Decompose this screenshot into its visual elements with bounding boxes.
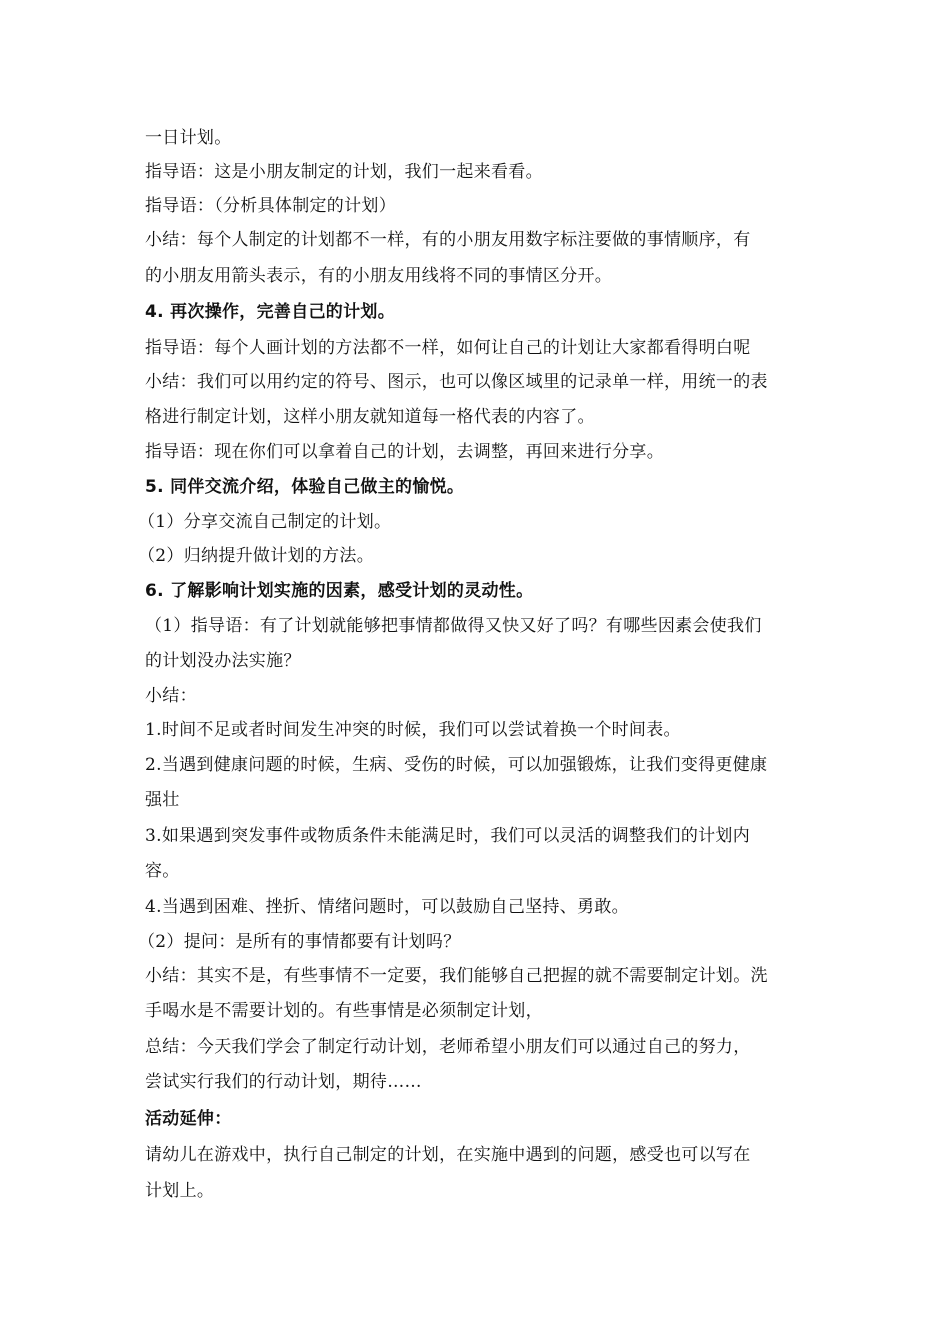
text-line: 尝试实行我们的行动计划，期待…… bbox=[145, 1072, 422, 1092]
text-line: 计划上。 bbox=[145, 1181, 215, 1201]
text-line: 指导语：这是小朋友制定的计划，我们一起来看看。 bbox=[145, 162, 543, 182]
text-line: 请幼儿在游戏中，执行自己制定的计划，在实施中遇到的问题，感受也可以写在 bbox=[145, 1145, 751, 1165]
text-line: 指导语：（分析具体制定的计划） bbox=[145, 196, 396, 216]
text-line: 格进行制定计划，这样小朋友就知道每一格代表的内容了。 bbox=[145, 407, 595, 427]
text-line: 3.如果遇到突发事件或物质条件未能满足时，我们可以灵活的调整我们的计划内 bbox=[145, 826, 751, 846]
section-heading-6: 6. 了解影响计划实施的因素，感受计划的灵动性。 bbox=[145, 581, 534, 601]
text-line: （1）指导语：有了计划就能够把事情都做得又快又好了吗？有哪些因素会使我们 bbox=[145, 616, 762, 636]
text-line: 小结：每个人制定的计划都不一样，有的小朋友用数字标注要做的事情顺序，有 bbox=[145, 230, 751, 250]
text-line: 的小朋友用箭头表示，有的小朋友用线将不同的事情区分开。 bbox=[145, 266, 613, 286]
section-heading-extension: 活动延伸： bbox=[145, 1109, 232, 1129]
text-line: 指导语：每个人画计划的方法都不一样，如何让自己的计划让大家都看得明白呢 bbox=[145, 338, 751, 358]
text-line: 2.当遇到健康问题的时候，生病、受伤的时候，可以加强锻炼，让我们变得更健康 bbox=[145, 755, 768, 775]
text-line: 小结：我们可以用约定的符号、图示，也可以像区域里的记录单一样，用统一的表 bbox=[145, 372, 768, 392]
section-heading-4: 4. 再次操作，完善自己的计划。 bbox=[145, 302, 396, 322]
text-line: 1.时间不足或者时间发生冲突的时候，我们可以尝试着换一个时间表。 bbox=[145, 720, 681, 740]
text-line: 小结：其实不是，有些事情不一定要，我们能够自己把握的就不需要制定计划。洗 bbox=[145, 966, 768, 986]
text-line: 总结：今天我们学会了制定行动计划，老师希望小朋友们可以通过自己的努力， bbox=[145, 1037, 751, 1057]
text-line: 一日计划。 bbox=[145, 128, 232, 148]
section-heading-5: 5. 同伴交流介绍，体验自己做主的愉悦。 bbox=[145, 477, 465, 497]
text-line: 的计划没办法实施？ bbox=[145, 651, 301, 671]
text-line: 小结： bbox=[145, 686, 197, 706]
text-line: （1）分享交流自己制定的计划。 bbox=[138, 512, 392, 532]
text-line: 指导语：现在你们可以拿着自己的计划，去调整，再回来进行分享。 bbox=[145, 442, 664, 462]
text-line: 手喝水是不需要计划的。有些事情是必须制定计划， bbox=[145, 1001, 543, 1021]
text-line: （2）提问：是所有的事情都要有计划吗？ bbox=[138, 932, 461, 952]
text-line: 容。 bbox=[145, 861, 180, 881]
text-line: 强壮 bbox=[145, 790, 180, 810]
text-line: 4.当遇到困难、挫折、情绪问题时，可以鼓励自己坚持、勇敢。 bbox=[145, 897, 629, 917]
text-line: （2）归纳提升做计划的方法。 bbox=[138, 546, 375, 566]
